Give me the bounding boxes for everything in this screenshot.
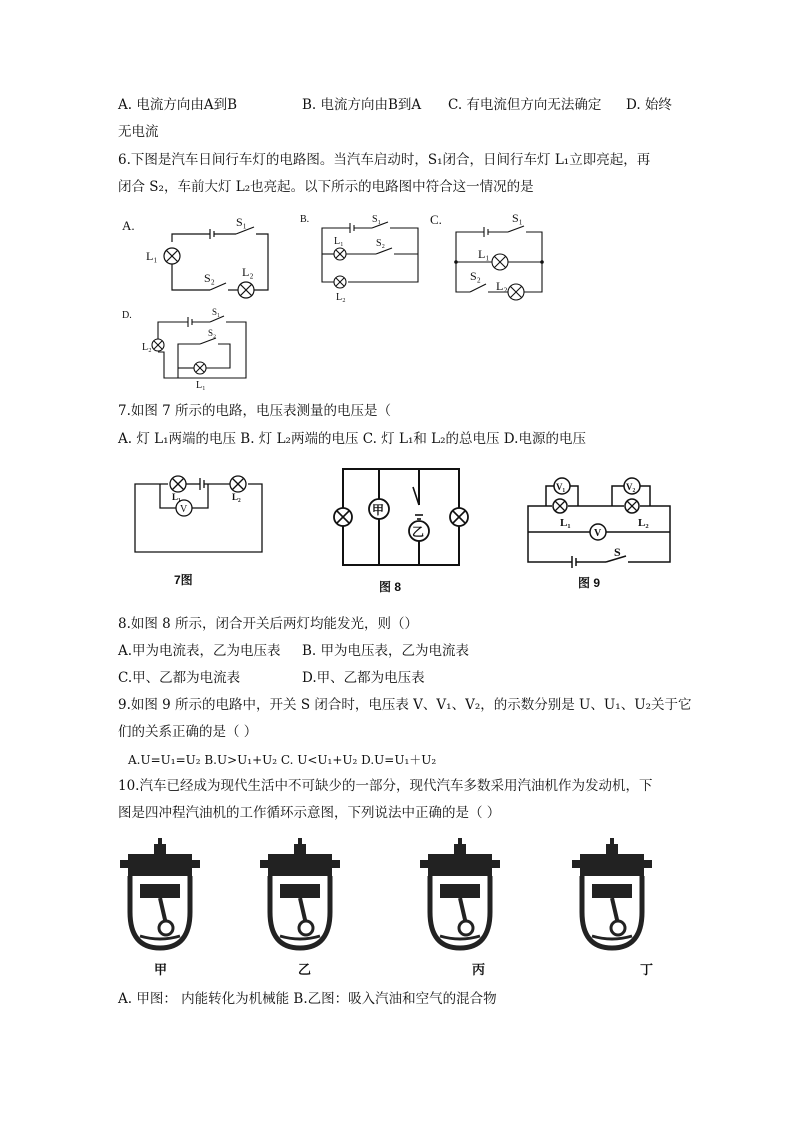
q8-option-a: A.甲为电流表，乙为电压表 — [118, 643, 281, 659]
q10-stem-line2: 图是四冲程汽油机的工作循环示意图，下列说法中正确的是（ ） — [118, 805, 501, 821]
circuit-c-s1: S₁ — [512, 211, 523, 225]
engine-label-ding: 丁 — [640, 962, 654, 977]
figure-8-circuit — [335, 465, 475, 595]
q5-option-a: A. 电流方向由A到B — [118, 97, 238, 113]
q9-options: A.U=U₁=U₂ B.U>U₁+U₂ C. U<U₁+U₂ D.U=U₁＋U₂ — [128, 753, 437, 767]
q6-stem-line2: 闭合 S₂，车前大灯 L₂也亮起。以下所示的电路图中符合这一情况的是 — [118, 179, 534, 195]
q8-option-c: C.甲、乙都为电流表 — [118, 670, 241, 686]
engine-label-jia: 甲 — [154, 962, 168, 977]
engine-stroke-diagrams — [120, 832, 680, 977]
circuit-c-s2: S₂ — [470, 269, 481, 283]
q9-stem-line2: 们的关系正确的是（ ） — [118, 724, 258, 740]
figure-7-circuit — [130, 470, 270, 595]
fig8-meter-jia: 甲 — [372, 503, 385, 517]
q10-stem-line1: 10.汽车已经成为现代生活中不可缺少的一部分，现代汽车多数采用汽油机作为发动机，下 — [118, 778, 653, 794]
fig8-meter-yi: 乙 — [412, 525, 425, 539]
q7-options: A. 灯 L₁两端的电压 B. 灯 L₂两端的电压 C. 灯 L₁和 L₂的总电压 D.电源的电压 — [118, 431, 586, 447]
q5-option-d-continued: 无电流 — [118, 124, 159, 140]
circuit-a-label: A. — [122, 218, 135, 233]
circuit-b-diagram — [300, 210, 430, 305]
fig7-l1: L₁ — [172, 492, 181, 502]
q6-stem-line1: 6.下图是汽车日间行车灯的电路图。当汽车启动时，S₁闭合，日间行车灯 L₁立即亮起，再 — [118, 152, 651, 168]
circuit-d-label: D. — [122, 310, 132, 321]
circuit-a-l1: L₁ — [146, 249, 158, 263]
circuit-b-s1: S₁ — [372, 214, 382, 225]
fig7-l2: L₂ — [232, 492, 241, 502]
circuit-d-s1: S₁ — [212, 307, 221, 317]
fig7-caption: 7图 — [174, 573, 193, 587]
fig7-voltmeter-symbol: V — [180, 504, 188, 515]
circuit-a-s2: S₂ — [204, 271, 215, 285]
fig9-caption: 图 9 — [578, 576, 601, 590]
fig9-voltmeter-v1: V₁ — [556, 482, 566, 492]
q8-option-b: B. 甲为电压表，乙为电流表 — [302, 643, 470, 659]
fig8-caption: 图 8 — [379, 580, 402, 594]
circuit-a-l2: L₂ — [242, 265, 254, 279]
fig9-voltmeter-v2: V₂ — [626, 482, 636, 492]
circuit-a-diagram — [118, 210, 278, 305]
q8-stem: 8.如图 8 所示，闭合开关后两灯均能发光，则（） — [118, 616, 419, 632]
q8-option-d: D.甲、乙都为电压表 — [302, 670, 425, 686]
fig9-l1: L₁ — [560, 517, 571, 529]
circuit-c-diagram — [428, 210, 553, 305]
circuit-d-l2: L₂ — [142, 342, 152, 353]
q9-stem-line1: 9.如图 9 所示的电路中，开关 S 闭合时，电压表 V、V₁、V₂，的示数分别是 U、U₁、U₂关于它 — [118, 697, 692, 713]
q5-option-c: C. 有电流但方向无法确定 — [448, 97, 602, 113]
q7-stem: 7.如图 7 所示的电路，电压表测量的电压是（ — [118, 403, 392, 419]
circuit-c-l1: L₁ — [478, 247, 490, 261]
engine-label-bing: 丙 — [472, 962, 486, 977]
q5-option-d: D. 始终 — [626, 97, 672, 113]
engine-label-yi: 乙 — [298, 962, 312, 977]
circuit-d-diagram — [118, 306, 258, 391]
circuit-a-s1: S₁ — [236, 215, 247, 229]
circuit-b-s2: S₂ — [376, 238, 386, 249]
fig9-voltmeter-v: V — [594, 528, 602, 539]
circuit-d-s2: S₂ — [208, 328, 217, 338]
circuit-b-l1: L₁ — [334, 236, 344, 247]
circuit-b-label: B. — [300, 214, 310, 225]
circuit-c-label: C. — [430, 212, 442, 227]
fig9-switch-s: S — [614, 545, 621, 559]
circuit-d-l1: L₁ — [196, 380, 206, 391]
figure-9-circuit — [520, 470, 680, 595]
q10-options: A. 甲图： 内能转化为机械能 B.乙图：吸入汽油和空气的混合物 — [118, 991, 497, 1007]
fig9-l2: L₂ — [638, 517, 649, 529]
q5-option-b: B. 电流方向由B到A — [302, 97, 422, 113]
circuit-b-l2: L₂ — [336, 292, 346, 303]
circuit-c-l2: L₂ — [496, 279, 508, 293]
